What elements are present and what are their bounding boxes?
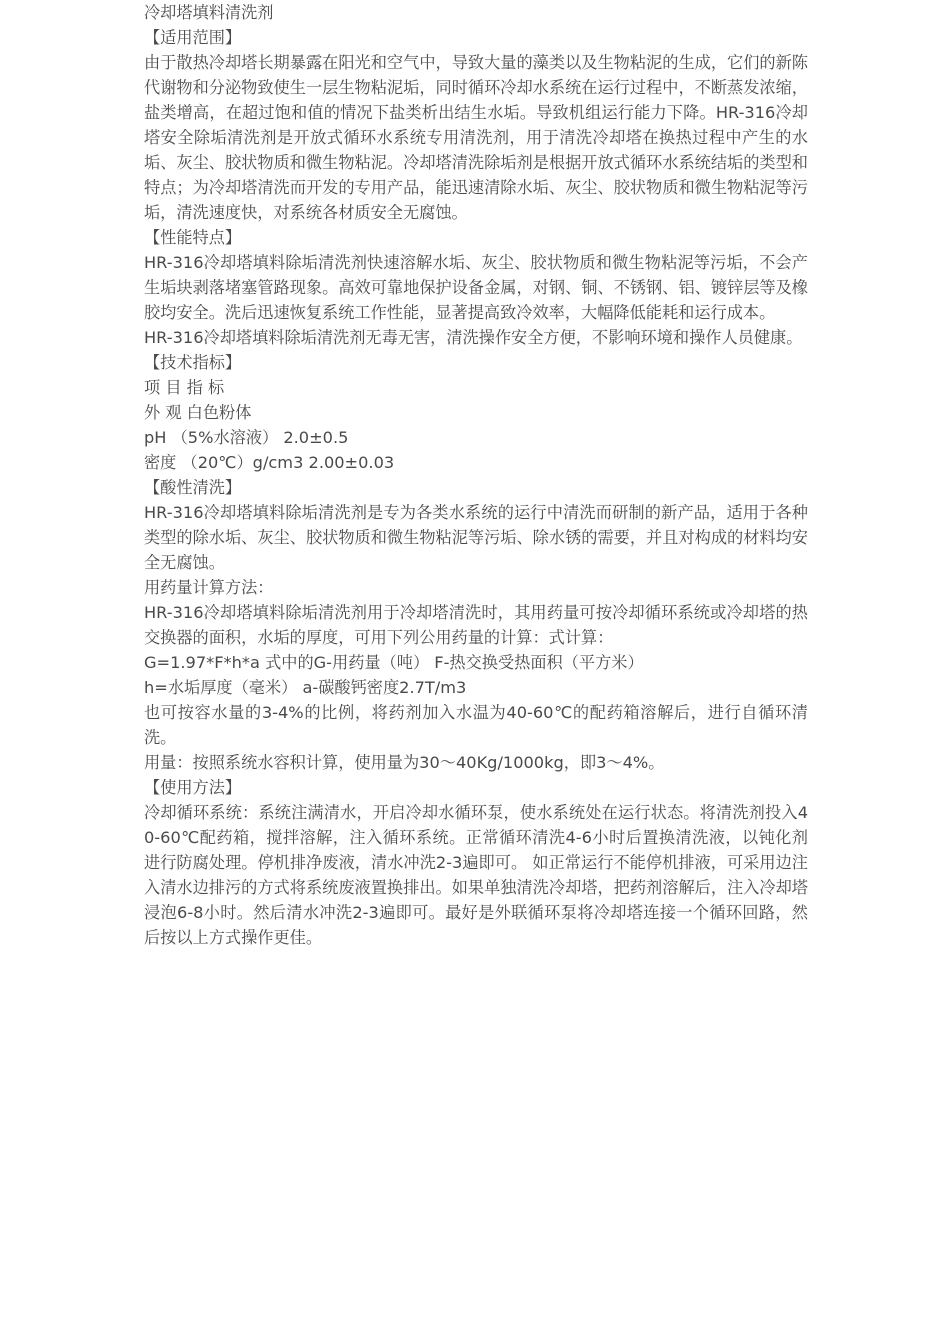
spec-line-ph: pH （5%水溶液） 2.0±0.5	[144, 428, 349, 447]
usage-paragraph: 冷却循环系统：系统注满清水，开启冷却水循环泵，使水系统处在运行状态。将清洗剂投入40-60℃配药箱，搅拌溶解，注入循环系统。正常循环清洗4-6小时后置换清洗液，以钝化剂进行防腐处理。停机排净废液，清水冲洗2-3遍即可。 如正常运行不能停机排液，可采用边注入清水边排污的方式将系统废液置换排出。如果单独清洗冷却塔，把药剂溶解后，注入冷却塔浸泡6-8小时。然后清水冲洗2-3遍即可。最好是外联循环泵将冷却塔连接一个循环回路，然后按以上方式操作更佳。	[144, 803, 808, 947]
formula-line-2: h=水垢厚度（毫米） a-碳酸钙密度2.7T/m3	[144, 678, 467, 697]
features-paragraph-2: HR-316冷却塔填料除垢清洗剂无毒无害，清洗操作安全方便，不影响环境和操作人员健康。	[144, 328, 803, 347]
acid-cleaning-paragraph-1: HR-316冷却塔填料除垢清洗剂是专为各类水系统的运行中清洗而研制的新产品，适用于各种类型的除水垢、灰尘、胶状物质和微生物粘泥等污垢、除水锈的需要，并且对构成的材料均安全无腐蚀。	[144, 503, 808, 572]
section-heading-features: 【性能特点】	[144, 228, 242, 247]
spec-line-header: 项 目 指 标	[144, 378, 225, 397]
dosage-amount-line: 用量：按照系统水容积计算，使用量为30～40Kg/1000kg，即3～4%。	[144, 753, 665, 772]
section-heading-usage: 【使用方法】	[144, 778, 242, 797]
dosage-method-paragraph: HR-316冷却塔填料除垢清洗剂用于冷却塔清洗时，其用药量可按冷却循环系统或冷却塔的热交换器的面积，水垢的厚度，可用下列公用药量的计算：式计算：	[144, 603, 808, 647]
spec-line-appearance: 外 观 白色粉体	[144, 403, 252, 422]
scope-paragraph: 由于散热冷却塔长期暴露在阳光和空气中，导致大量的藻类以及生物粘泥的生成，它们的新陈代谢物和分泌物致使生一层生物粘泥垢，同时循环冷却水系统在运行过程中，不断蒸发浓缩，盐类增高，在超过饱和值的情况下盐类析出结生水垢。导致机组运行能力下降。HR-316冷却塔安全除垢清洗剂是开放式循环水系统专用清洗剂，用于清洗冷却塔在换热过程中产生的水垢、灰尘、胶状物质和微生物粘泥。冷却塔清洗除垢剂是根据开放式循环水系统结垢的类型和特点；为冷却塔清洗而开发的专用产品，能迅速清除水垢、灰尘、胶状物质和微生物粘泥等污垢，清洗速度快，对系统各材质安全无腐蚀。	[144, 53, 808, 222]
features-paragraph-1: HR-316冷却塔填料除垢清洗剂快速溶解水垢、灰尘、胶状物质和微生物粘泥等污垢，不会产生垢块剥落堵塞管路现象。高效可靠地保护设备金属，对钢、铜、不锈钢、铝、镀锌层等及橡胶均安全。洗后迅速恢复系统工作性能，显著提高致冷效率，大幅降低能耗和运行成本。	[144, 253, 808, 322]
dosage-method-label: 用药量计算方法：	[144, 578, 274, 597]
section-heading-scope: 【适用范围】	[144, 28, 242, 47]
document-page	[144, 0, 808, 950]
formula-line-1: G=1.97*F*h*a 式中的G-用药量（吨） F-热交换受热面积（平方米）	[144, 653, 644, 672]
section-heading-specs: 【技术指标】	[144, 353, 242, 372]
document-title: 冷却塔填料清洗剂	[144, 3, 274, 22]
spec-line-density: 密度 （20℃）g/cm3 2.00±0.03	[144, 453, 395, 472]
dosage-ratio-paragraph: 也可按容水量的3-4%的比例，将药剂加入水温为40-60℃的配药箱溶解后，进行自循环清洗。	[144, 703, 808, 747]
section-heading-acid-cleaning: 【酸性清洗】	[144, 478, 242, 497]
